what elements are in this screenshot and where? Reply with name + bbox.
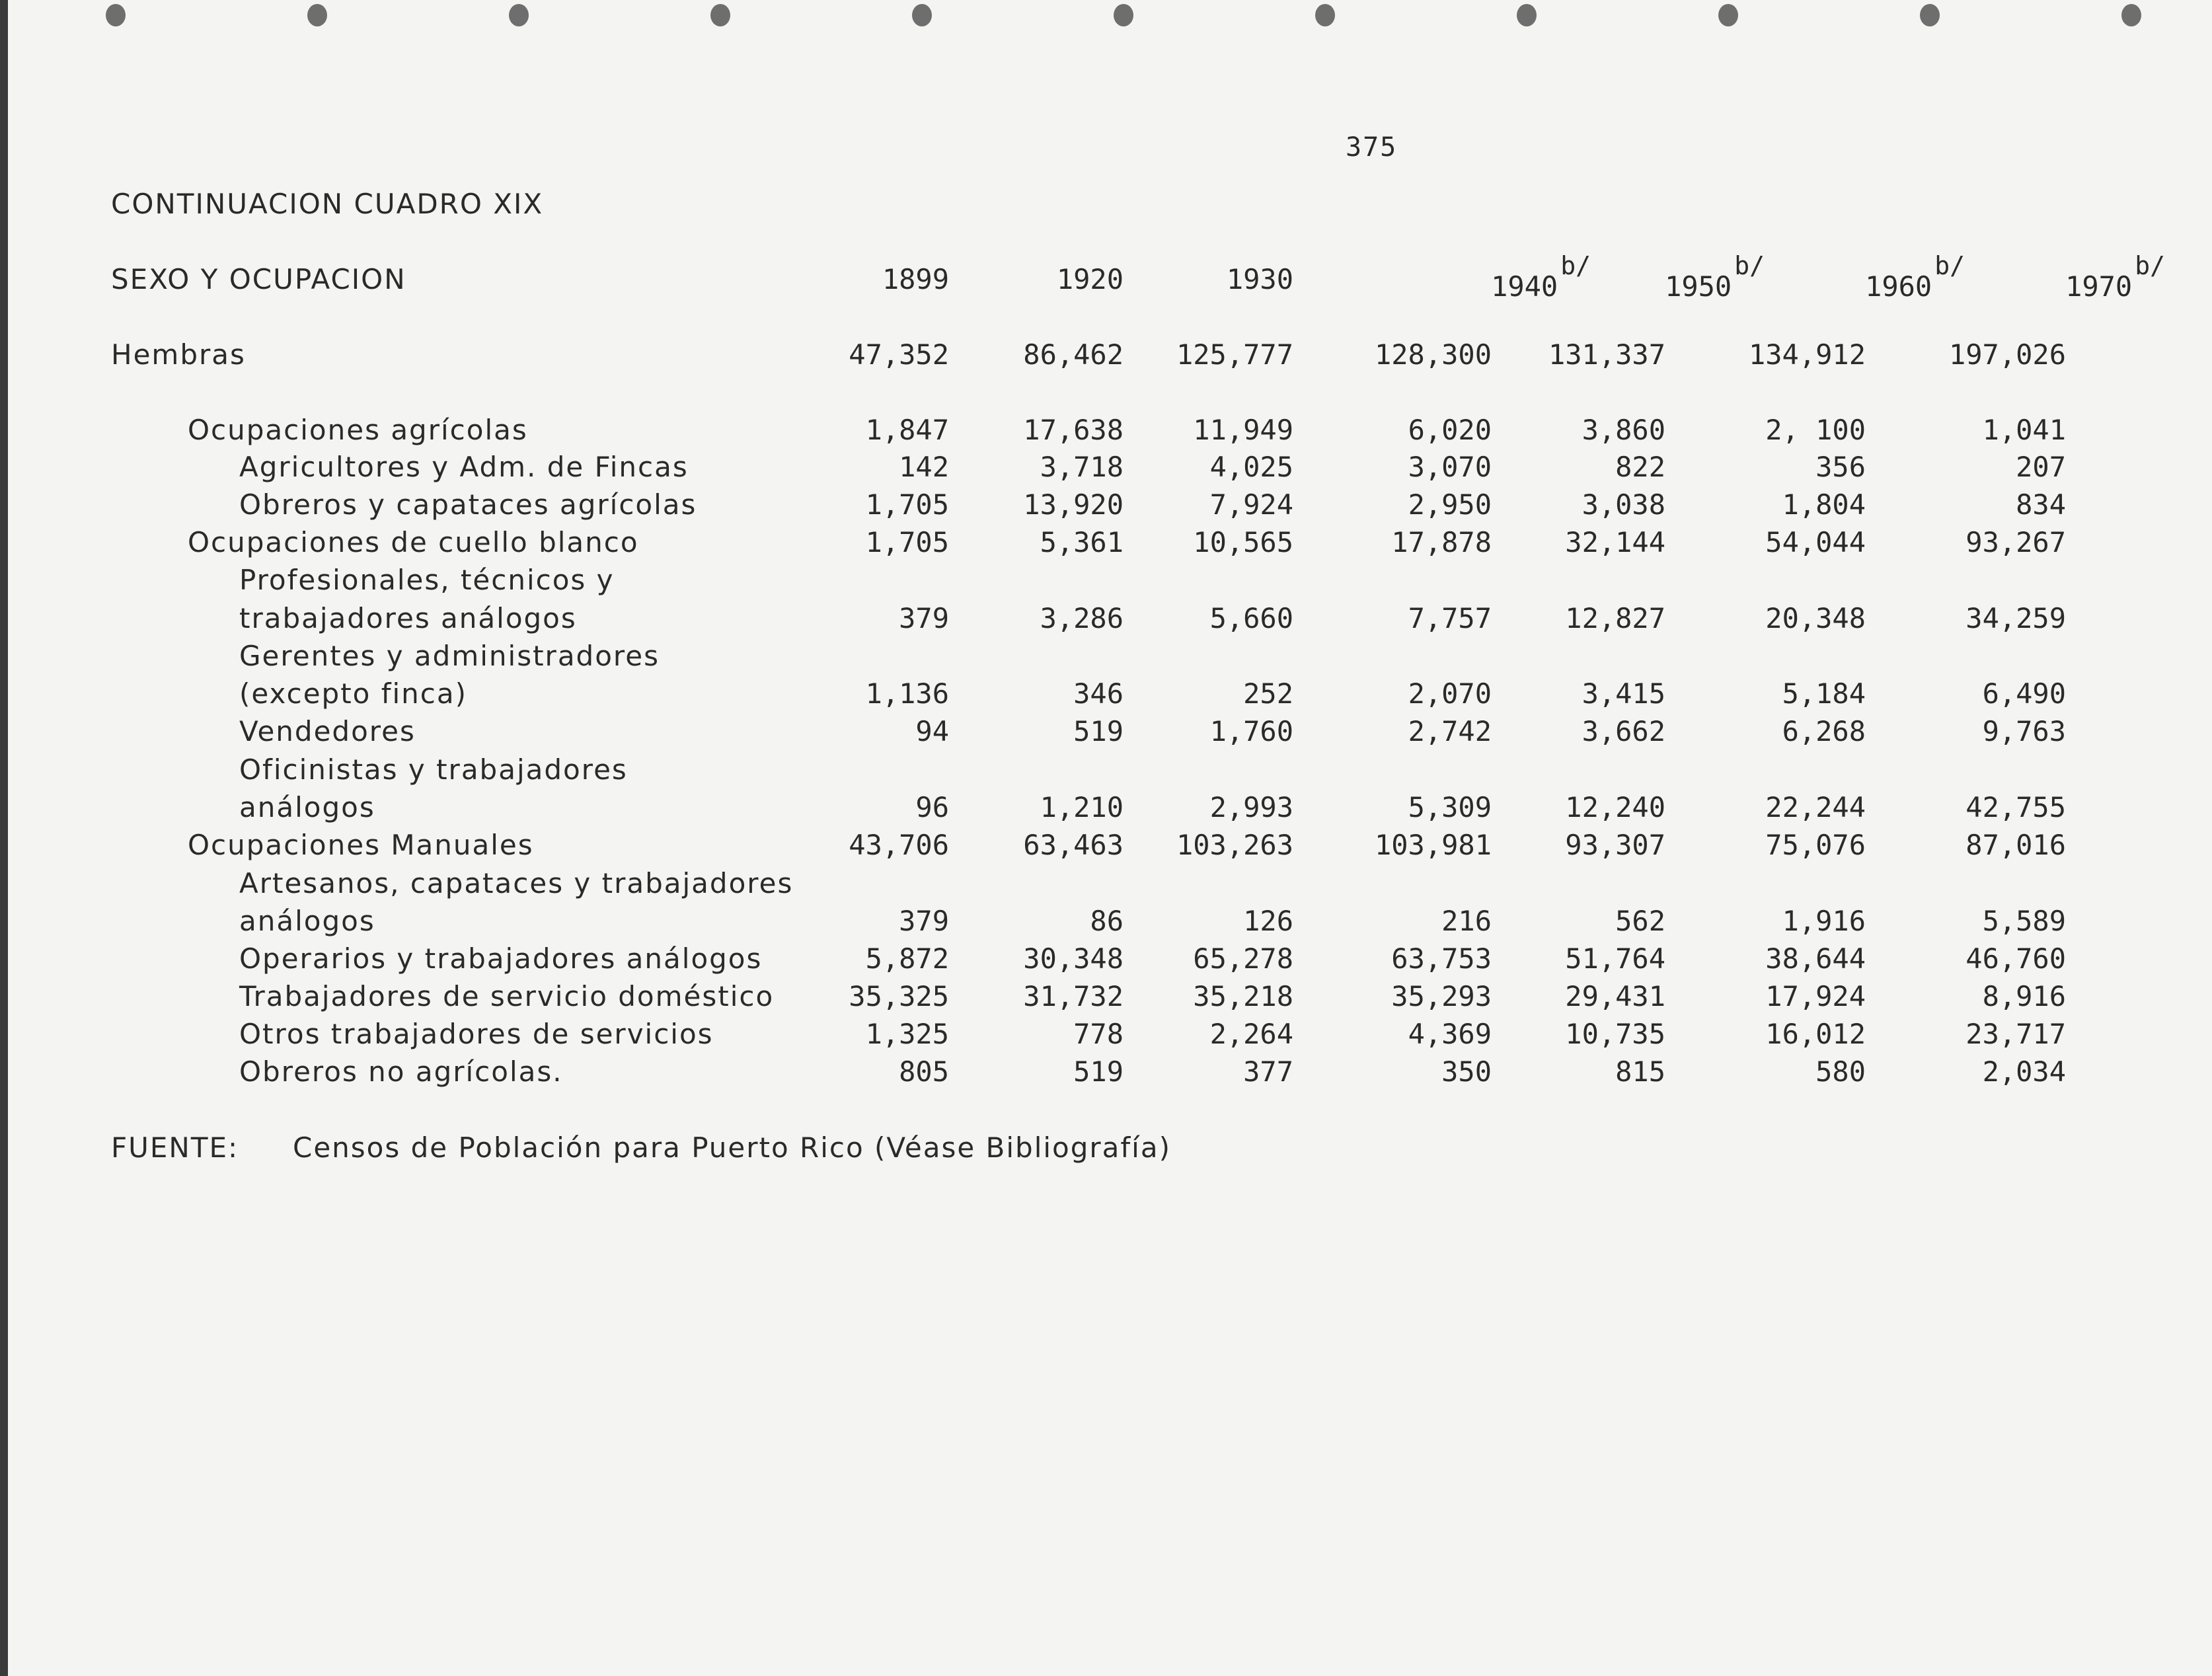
table-cell: 216 xyxy=(1441,905,1492,937)
table-cell: 5,361 xyxy=(1040,526,1124,558)
binder-hole xyxy=(1517,4,1537,26)
table-cell: 125,777 xyxy=(1176,338,1293,371)
table-cell: 519 xyxy=(1073,715,1124,747)
table-cell: 3,860 xyxy=(1582,414,1665,446)
table-cell: 5,589 xyxy=(1982,905,2066,937)
row-label: Operarios y trabajadores análogos xyxy=(239,942,763,975)
row-label: Obreros no agrícolas. xyxy=(239,1055,563,1088)
table-cell: 35,218 xyxy=(1193,980,1293,1012)
table-cell: 3,415 xyxy=(1582,677,1665,710)
year-label: 1970 xyxy=(2065,270,2133,303)
table-cell: 1,210 xyxy=(1040,791,1124,823)
table-cell: 834 xyxy=(2016,488,2066,521)
table-cell: 54,044 xyxy=(1765,526,1866,558)
table-cell: 3,718 xyxy=(1040,451,1124,483)
table-cell: 562 xyxy=(1615,905,1665,937)
table-cell: 12,240 xyxy=(1565,791,1665,823)
table-cell: 128,300 xyxy=(1374,338,1492,371)
table-cell: 350 xyxy=(1441,1055,1492,1088)
table-cell: 16,012 xyxy=(1765,1018,1866,1050)
table-cell: 815 xyxy=(1615,1055,1665,1088)
table-cell: 22,244 xyxy=(1765,791,1866,823)
table-cell: 7,757 xyxy=(1408,602,1492,634)
table-cell: 103,981 xyxy=(1374,829,1492,861)
table-cell: 17,878 xyxy=(1391,526,1492,558)
table-cell: 11,949 xyxy=(1193,414,1293,446)
table-cell: 63,753 xyxy=(1391,942,1492,975)
table-cell: 20,348 xyxy=(1765,602,1866,634)
table-cell: 35,293 xyxy=(1391,980,1492,1012)
table-cell: 3,662 xyxy=(1582,715,1665,747)
table-cell: 379 xyxy=(899,602,949,634)
year-header-0 xyxy=(817,263,949,295)
table-cell: 379 xyxy=(899,905,949,937)
page-edge xyxy=(0,0,8,1676)
table-cell: 9,763 xyxy=(1982,715,2066,747)
table-cell: 13,920 xyxy=(1023,488,1124,521)
row-label: Gerentes y administradores xyxy=(239,640,660,672)
table-cell: 5,660 xyxy=(1209,602,1293,634)
row-label: Hembras xyxy=(111,338,246,371)
table-cell: 2,742 xyxy=(1408,715,1492,747)
table-cell: 38,644 xyxy=(1765,942,1866,975)
column-header-label: SEXO Y OCUPACION xyxy=(111,263,406,295)
year-header-2 xyxy=(1161,263,1293,295)
table-cell: 5,184 xyxy=(1782,677,1866,710)
footnote-marker: b/ xyxy=(1560,251,1591,280)
row-label: Obreros y capataces agrícolas xyxy=(239,488,697,521)
table-cell: 4,369 xyxy=(1408,1018,1492,1050)
table-cell: 4,025 xyxy=(1209,451,1293,483)
table-cell: 93,307 xyxy=(1565,829,1665,861)
row-label: Vendedores xyxy=(239,715,416,747)
footnote-marker: b/ xyxy=(1734,251,1765,280)
table-cell: 3,286 xyxy=(1040,602,1124,634)
binder-hole xyxy=(912,4,932,26)
table-cell: 94 xyxy=(915,715,949,747)
table-cell: 252 xyxy=(1243,677,1293,710)
table-cell: 580 xyxy=(1815,1055,1866,1088)
table-cell: 23,717 xyxy=(1965,1018,2066,1050)
year-header-3 xyxy=(1459,251,1591,303)
table-cell: 63,463 xyxy=(1023,829,1124,861)
table-cell: 12,827 xyxy=(1565,602,1665,634)
table-cell: 35,325 xyxy=(849,980,949,1012)
row-label: análogos xyxy=(239,791,375,823)
table-cell: 778 xyxy=(1073,1018,1124,1050)
table-cell: 5,309 xyxy=(1408,791,1492,823)
table-cell: 1,760 xyxy=(1209,715,1293,747)
table-cell: 65,278 xyxy=(1193,942,1293,975)
row-label: (excepto finca) xyxy=(239,677,467,710)
table-cell: 75,076 xyxy=(1765,829,1866,861)
table-cell: 96 xyxy=(915,791,949,823)
table-cell: 8,916 xyxy=(1982,980,2066,1012)
source-text: Censos de Población para Puerto Rico (Véase Bibliografía) xyxy=(293,1131,1171,1164)
table-cell: 1,705 xyxy=(865,488,949,521)
table-cell: 1,804 xyxy=(1782,488,1866,521)
year-label: 1930 xyxy=(1226,263,1293,295)
source-label: FUENTE: xyxy=(111,1131,239,1164)
binder-hole xyxy=(1718,4,1738,26)
row-label: Ocupaciones agrícolas xyxy=(188,414,528,446)
table-title: CONTINUACION CUADRO XIX xyxy=(111,188,544,220)
table-cell: 131,337 xyxy=(1548,338,1665,371)
table-cell: 5,872 xyxy=(865,942,949,975)
year-header-5 xyxy=(1833,251,1965,303)
table-cell: 1,325 xyxy=(865,1018,949,1050)
row-label: Ocupaciones de cuello blanco xyxy=(188,526,639,558)
year-label: 1940 xyxy=(1491,270,1558,303)
binder-hole xyxy=(307,4,327,26)
table-cell: 1,041 xyxy=(1982,414,2066,446)
table-cell: 134,912 xyxy=(1748,338,1866,371)
year-label: 1920 xyxy=(1056,263,1124,295)
table-cell: 805 xyxy=(899,1055,949,1088)
binder-hole xyxy=(509,4,529,26)
table-cell: 103,263 xyxy=(1176,829,1293,861)
table-cell: 30,348 xyxy=(1023,942,1124,975)
source-footnote xyxy=(111,1131,1171,1164)
table-cell: 87,016 xyxy=(1965,829,2066,861)
table-cell: 2,950 xyxy=(1408,488,1492,521)
table-cell: 6,020 xyxy=(1408,414,1492,446)
table-cell: 197,026 xyxy=(1948,338,2066,371)
year-header-6 xyxy=(2033,251,2165,303)
year-label: 1950 xyxy=(1665,270,1732,303)
table-cell: 86,462 xyxy=(1023,338,1124,371)
table-cell: 34,259 xyxy=(1965,602,2066,634)
table-cell: 1,847 xyxy=(865,414,949,446)
row-label: Profesionales, técnicos y xyxy=(239,564,615,596)
row-label: Oficinistas y trabajadores xyxy=(239,753,628,786)
binder-hole xyxy=(106,4,126,26)
table-cell: 3,038 xyxy=(1582,488,1665,521)
table-cell: 7,924 xyxy=(1209,488,1293,521)
year-label: 1960 xyxy=(1865,270,1932,303)
table-cell: 2,034 xyxy=(1982,1055,2066,1088)
table-cell: 31,732 xyxy=(1023,980,1124,1012)
table-cell: 2,070 xyxy=(1408,677,1492,710)
row-label: trabajadores análogos xyxy=(239,602,577,634)
table-cell: 1,916 xyxy=(1782,905,1866,937)
binder-hole xyxy=(1315,4,1335,26)
table-cell: 3,070 xyxy=(1408,451,1492,483)
table-cell: 10,735 xyxy=(1565,1018,1665,1050)
table-cell: 519 xyxy=(1073,1055,1124,1088)
table-cell: 2,993 xyxy=(1209,791,1293,823)
table-cell: 207 xyxy=(2016,451,2066,483)
row-label: Agricultores y Adm. de Fincas xyxy=(239,451,689,483)
table-cell: 46,760 xyxy=(1965,942,2066,975)
row-label: análogos xyxy=(239,905,375,937)
table-cell: 51,764 xyxy=(1565,942,1665,975)
page-number: 375 xyxy=(1346,132,1398,163)
year-header-4 xyxy=(1632,251,1765,303)
table-cell: 47,352 xyxy=(849,338,949,371)
table-cell: 356 xyxy=(1815,451,1866,483)
table-cell: 42,755 xyxy=(1965,791,2066,823)
table-cell: 17,924 xyxy=(1765,980,1866,1012)
table-cell: 377 xyxy=(1243,1055,1293,1088)
row-label: Otros trabajadores de servicios xyxy=(239,1018,714,1050)
table-cell: 93,267 xyxy=(1965,526,2066,558)
table-cell: 10,565 xyxy=(1193,526,1293,558)
row-label: Artesanos, capataces y trabajadores xyxy=(239,867,794,899)
table-cell: 86 xyxy=(1090,905,1124,937)
binder-hole xyxy=(2121,4,2141,26)
table-cell: 1,136 xyxy=(865,677,949,710)
table-cell: 6,490 xyxy=(1982,677,2066,710)
row-label: Ocupaciones Manuales xyxy=(188,829,534,861)
binder-hole xyxy=(1114,4,1133,26)
footnote-marker: b/ xyxy=(2135,251,2165,280)
table-cell: 126 xyxy=(1243,905,1293,937)
table-cell: 43,706 xyxy=(849,829,949,861)
table-cell: 17,638 xyxy=(1023,414,1124,446)
table-cell: 32,144 xyxy=(1565,526,1665,558)
table-cell: 822 xyxy=(1615,451,1665,483)
year-header-1 xyxy=(991,263,1124,295)
binder-hole xyxy=(710,4,730,26)
table-cell: 2,264 xyxy=(1209,1018,1293,1050)
table-cell: 2, 100 xyxy=(1765,414,1866,446)
binder-hole xyxy=(1920,4,1940,26)
table-cell: 346 xyxy=(1073,677,1124,710)
table-cell: 29,431 xyxy=(1565,980,1665,1012)
row-label: Trabajadores de servicio doméstico xyxy=(239,980,775,1012)
table-cell: 6,268 xyxy=(1782,715,1866,747)
footnote-marker: b/ xyxy=(1934,251,1965,280)
year-label: 1899 xyxy=(882,263,949,295)
table-cell: 142 xyxy=(899,451,949,483)
table-cell: 1,705 xyxy=(865,526,949,558)
